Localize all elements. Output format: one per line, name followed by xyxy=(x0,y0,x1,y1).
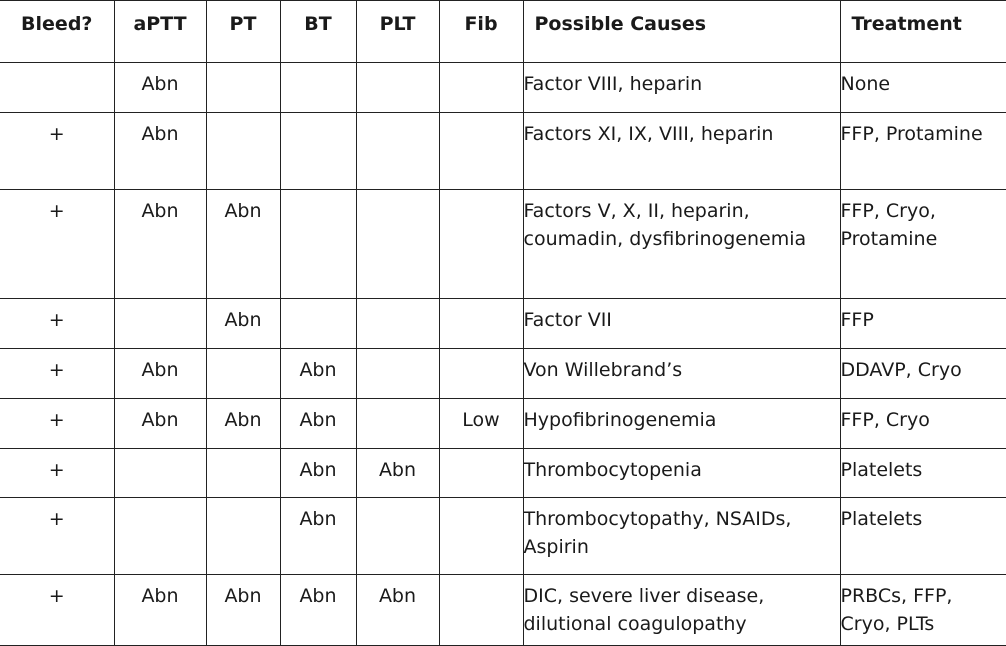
cell-possible-causes xyxy=(523,63,840,113)
cell-bt xyxy=(280,63,356,113)
cell-pt: Abn xyxy=(206,299,280,349)
cell-treatment xyxy=(840,575,1006,646)
cell-bleed: + xyxy=(0,498,114,575)
cell-aptt: Abn xyxy=(114,113,206,190)
cell-pt xyxy=(206,349,280,399)
cell-fib xyxy=(439,349,523,399)
column-header-treatment: Treatment xyxy=(840,1,1006,63)
cell-possible-causes xyxy=(523,113,840,190)
cell-aptt: Abn xyxy=(114,399,206,449)
table-row xyxy=(0,299,1006,349)
cell-fib: Low xyxy=(439,399,523,449)
cell-bleed: + xyxy=(0,349,114,399)
cell-fib xyxy=(439,449,523,498)
cell-fib xyxy=(439,299,523,349)
cell-aptt: Abn xyxy=(114,349,206,399)
cell-pt: Abn xyxy=(206,190,280,299)
cell-bleed: + xyxy=(0,299,114,349)
cell-line: Thrombocytopathy, NSAIDs, xyxy=(524,505,840,533)
cell-line: Platelets xyxy=(841,456,1006,484)
cell-fib xyxy=(439,190,523,299)
cell-possible-causes xyxy=(523,349,840,399)
cell-bt xyxy=(280,113,356,190)
cell-line: Hypofibrinogenemia xyxy=(524,406,840,434)
header-row xyxy=(0,1,1006,63)
cell-bleed: + xyxy=(0,575,114,646)
table-row xyxy=(0,449,1006,498)
cell-fib xyxy=(439,498,523,575)
cell-aptt: Abn xyxy=(114,63,206,113)
cell-pt xyxy=(206,63,280,113)
cell-bt: Abn xyxy=(280,498,356,575)
cell-line: Factors XI, IX, VIII, heparin xyxy=(524,120,840,148)
column-header-pt: PT xyxy=(206,1,280,63)
cell-treatment xyxy=(840,299,1006,349)
cell-aptt: Abn xyxy=(114,575,206,646)
table-row xyxy=(0,498,1006,575)
cell-possible-causes xyxy=(523,299,840,349)
column-header-aptt: aPTT xyxy=(114,1,206,63)
table-row xyxy=(0,63,1006,113)
cell-line: DIC, severe liver disease, xyxy=(524,582,840,610)
table-body xyxy=(0,63,1006,646)
cell-plt xyxy=(356,63,439,113)
cell-treatment xyxy=(840,449,1006,498)
cell-bleed xyxy=(0,63,114,113)
cell-plt: Abn xyxy=(356,449,439,498)
cell-bt: Abn xyxy=(280,449,356,498)
cell-line: Aspirin xyxy=(524,533,840,561)
cell-line: Thrombocytopenia xyxy=(524,456,840,484)
column-header-fib: Fib xyxy=(439,1,523,63)
cell-treatment xyxy=(840,190,1006,299)
cell-possible-causes xyxy=(523,449,840,498)
cell-bt xyxy=(280,190,356,299)
column-header-bt: BT xyxy=(280,1,356,63)
cell-pt xyxy=(206,113,280,190)
cell-line: Von Willebrand’s xyxy=(524,356,840,384)
column-header-bleed: Bleed? xyxy=(0,1,114,63)
cell-plt xyxy=(356,113,439,190)
cell-bt: Abn xyxy=(280,399,356,449)
cell-line: PRBCs, FFP, xyxy=(841,582,1006,610)
cell-line: Factors V, X, II, heparin, xyxy=(524,197,840,225)
cell-possible-causes xyxy=(523,190,840,299)
table-row xyxy=(0,399,1006,449)
cell-line: Protamine xyxy=(841,225,1006,253)
table-row xyxy=(0,575,1006,646)
cell-plt xyxy=(356,190,439,299)
cell-line: Factor VIII, heparin xyxy=(524,70,840,98)
cell-plt: Abn xyxy=(356,575,439,646)
cell-aptt: Abn xyxy=(114,190,206,299)
cell-plt xyxy=(356,299,439,349)
cell-line: FFP, Cryo xyxy=(841,406,1006,434)
cell-line: DDAVP, Cryo xyxy=(841,356,1006,384)
column-header-possible-causes: Possible Causes xyxy=(523,1,840,63)
cell-treatment xyxy=(840,113,1006,190)
cell-bt: Abn xyxy=(280,575,356,646)
cell-line: Factor VII xyxy=(524,306,840,334)
column-header-plt: PLT xyxy=(356,1,439,63)
cell-possible-causes xyxy=(523,399,840,449)
table-row xyxy=(0,190,1006,299)
cell-pt: Abn xyxy=(206,399,280,449)
cell-fib xyxy=(439,575,523,646)
cell-pt xyxy=(206,449,280,498)
cell-treatment xyxy=(840,498,1006,575)
cell-aptt xyxy=(114,498,206,575)
cell-bleed: + xyxy=(0,190,114,299)
cell-line: None xyxy=(841,70,1006,98)
cell-line: coumadin, dysfibrinogenemia xyxy=(524,225,840,253)
cell-aptt xyxy=(114,449,206,498)
cell-line: Cryo, PLTs xyxy=(841,610,1006,638)
cell-line: Platelets xyxy=(841,505,1006,533)
cell-line: FFP, Protamine xyxy=(841,120,1006,148)
cell-plt xyxy=(356,399,439,449)
cell-bleed: + xyxy=(0,399,114,449)
cell-line: dilutional coagulopathy xyxy=(524,610,840,638)
cell-treatment xyxy=(840,399,1006,449)
cell-pt xyxy=(206,498,280,575)
cell-line: FFP xyxy=(841,306,1006,334)
cell-bleed: + xyxy=(0,113,114,190)
table-row xyxy=(0,113,1006,190)
cell-aptt xyxy=(114,299,206,349)
cell-fib xyxy=(439,63,523,113)
cell-treatment xyxy=(840,63,1006,113)
cell-pt: Abn xyxy=(206,575,280,646)
cell-possible-causes xyxy=(523,575,840,646)
cell-bt xyxy=(280,299,356,349)
cell-plt xyxy=(356,498,439,575)
cell-treatment xyxy=(840,349,1006,399)
cell-possible-causes xyxy=(523,498,840,575)
cell-plt xyxy=(356,349,439,399)
table-header xyxy=(0,1,1006,63)
cell-fib xyxy=(439,113,523,190)
cell-bleed: + xyxy=(0,449,114,498)
table-row xyxy=(0,349,1006,399)
cell-bt: Abn xyxy=(280,349,356,399)
cell-line: FFP, Cryo, xyxy=(841,197,1006,225)
